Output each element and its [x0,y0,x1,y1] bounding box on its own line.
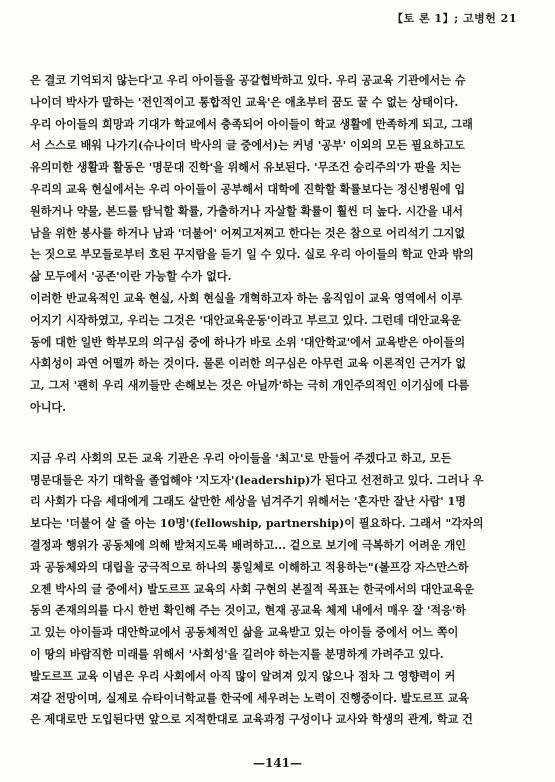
text-line: 고, 그저 '괜히 우리 새끼들만 손해보는 것은 아닐까'하는 극히 개인주의적인 이기심에 다름 [30,379,469,393]
text-line: 우리 아이들의 희망과 기대가 학교에서 충족되어 아이들이 학교 생활에 만족하게 되고, 그래 [30,117,473,131]
text-line: 어지기 시작하였고, 우리는 그것은 '대안교육운동'이라고 부르고 있다. 그런데 대안교육운 [30,313,462,327]
paragraph-gap [30,419,530,448]
text-line: 은 제대로만 도입된다면 앞으로 지적한대로 교육과정 구성이나 교사와 학생의 관계, 학교 건 [30,713,473,727]
text-line: 명문대들은 자기 대학을 졸업해야 '지도자'(leadership)가 된다고 선전하고 있다. 그러나 우 [30,473,484,487]
text-line: 원하거나 약물, 본드를 탐닉할 확률, 가출하거나 자살할 확률이 훨씬 더 높다. 시간을 내서 [30,204,464,218]
paragraph-2 [30,288,530,419]
text-line: 사회성이 과연 어떨까 하는 것이다. 물론 이러한 의구심은 아무런 교육 이론적인 근거가 없 [30,357,467,371]
text-line: 는 짓으로 부모들로부터 호된 꾸지람을 듣기 일 수 있다. 실로 우리 아이들의 학교 안과 밖의 [30,248,474,262]
text-line: 이 땅의 바람직한 미래를 위해서 '사회성'을 길러야 하는지를 분명하게 가려주고 있다. [30,647,444,661]
body-text [30,70,530,731]
text-line: 지금 우리 사회의 모든 교육 기관은 우리 아이들을 '최고'로 만들어 주겠다고 하고, 모든 [30,451,452,465]
text-line: 서 스스로 배워 나가기(슈나이더 박사의 글 중에서)는 커녕 '공부' 이외의 모든 필요하고도 [30,139,465,153]
text-line: 고 있는 아이들과 대안학교에서 공동체적인 삶을 교육받고 있는 아이들 중에서 어느 쪽이 [30,626,459,640]
text-line: 발도르프 교육 이념은 우리 사회에서 아직 많이 알려져 있지 않으나 점차 그 영향력이 커 [30,669,456,683]
text-line: 져갈 전망이며, 실제로 슈타이너학교를 한국에 세우려는 노력이 진행중이다. 발도르프 교육 [30,691,470,705]
text-line: 유의미한 생활과 활동은 '명문대 진학'을 위해서 유보된다. '무조건 승리주의'가 판을 치는 [30,161,462,175]
text-line: 과 공동체와의 대립을 궁극적으로 하나의 통일체로 이해하고 적용하는"(볼프강 자스만스하 [30,560,469,574]
text-line: 동의 존재의의를 다시 한번 확인해 주는 것이고, 현재 공교육 체제 내에서 매우 잘 '적응'하 [30,604,466,618]
text-line: 남을 위한 봉사를 하거나 남과 '더불어' 어찌고저찌고 한다는 것은 참으로 어리석기 그지없 [30,226,466,240]
text-line: 보다는 '더불어 살 줄 아는 10명'(fellowship, partnership)이 필요하다. 그래서 "각자의 [30,517,484,531]
text-line: 은 결코 기억되지 않는다'고 우리 아이들을 공갈협박하고 있다. 우리 공교육 기관에서는 슈 [30,74,466,87]
text-line: 결정과 행위가 공동체에 의해 받쳐지도록 배려하고... 겉으로 보기에 극복하기 어려운 개인 [30,538,467,552]
paragraph-3 [30,448,530,666]
text-line: 리 사회가 다음 세대에게 그래도 살만한 세상을 넘겨주기 위해서는 '혼자만 잘난 사람' 1명 [30,495,466,509]
text-line: 오젠 박사의 글 중에서) 발도르프 교육의 사회 구현의 본질적 목표는 한국에서의 대안교육운 [30,582,475,596]
paragraph-4 [30,666,530,731]
text-line: 아니다. [30,400,67,414]
text-line: 나이더 박사가 말하는 '전인적이고 통합적인 교육'은 애초부터 꿈도 꿀 수 없는 상태이다. [30,95,459,109]
text-line: 이러한 반교육적인 교육 현실, 사회 현실을 개혁하고자 하는 움직임이 교육 영역에서 이루 [30,291,463,305]
text-line: 삶 모두에서 '공존'이란 가능할 수가 없다. [30,270,232,284]
page-number: —141— [252,756,303,770]
text-line: 우리의 교육 현실에서는 우리 아이들이 공부해서 대학에 진학할 확률보다는 정신병원에 입 [30,182,466,196]
text-line: 동에 대한 일반 학부모의 의구심 중에 하나가 바로 소위 '대안학교'에서 교육받은 아이들의 [30,335,466,349]
running-header: 【토 론 1】; 고병헌 21 [392,12,517,25]
paragraph-1 [30,70,530,288]
